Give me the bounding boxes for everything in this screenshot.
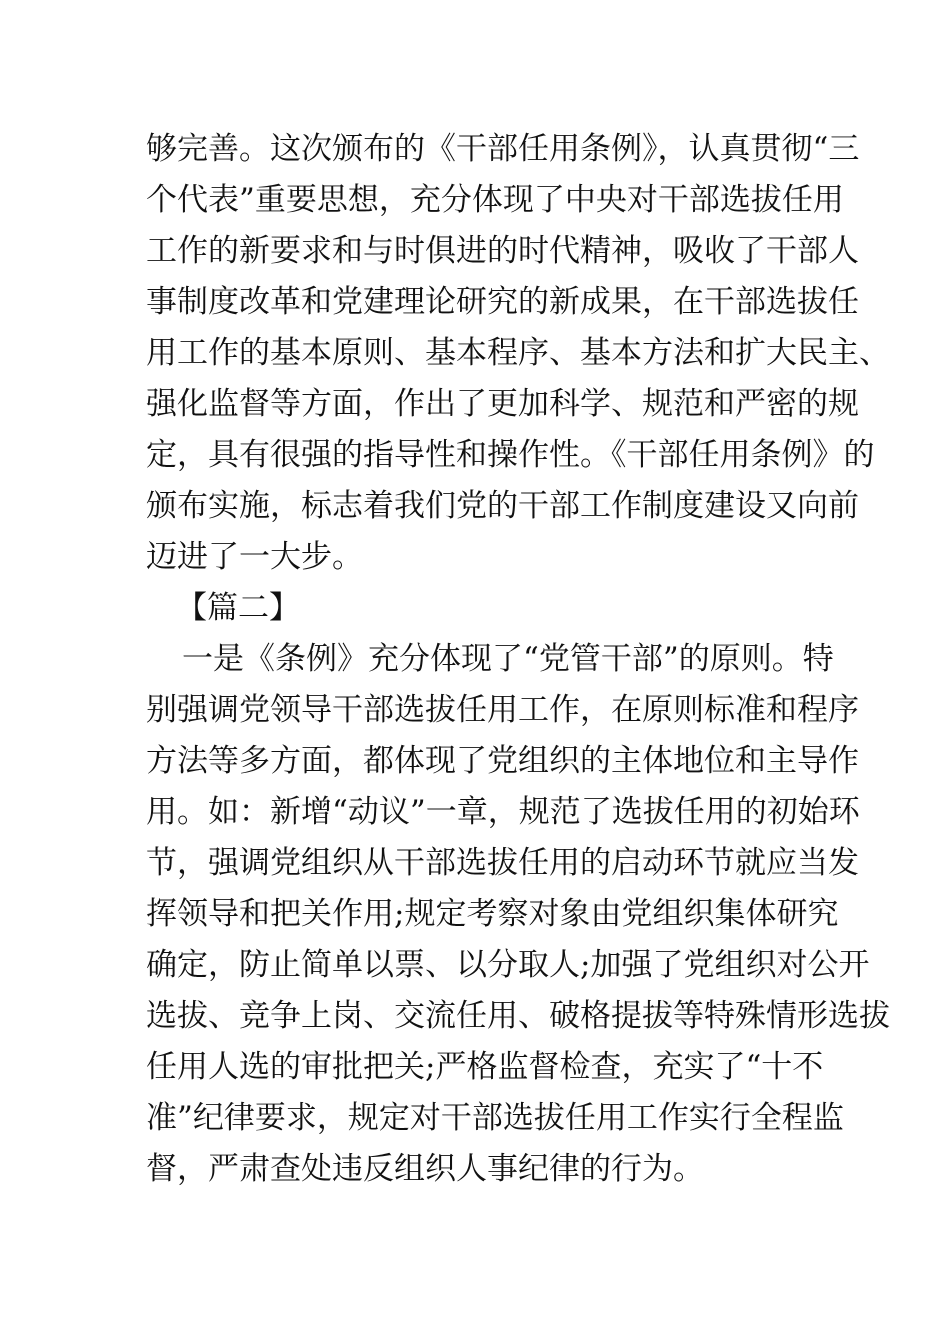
paragraph-line: 别强调党领导干部选拔任用工作，在原则标准和程序 xyxy=(146,692,859,728)
paragraph-line: 挥领导和把关作用;规定考察对象由党组织集体研究 xyxy=(146,896,839,932)
paragraph-line: 督，严肃查处违反组织人事纪律的行为。 xyxy=(146,1151,704,1187)
paragraph-line: 节，强调党组织从干部选拔任用的启动环节就应当发 xyxy=(146,845,859,881)
paragraph-line: 颁布实施，标志着我们党的干部工作制度建设又向前 xyxy=(146,488,859,524)
paragraph-line: 事制度改革和党建理论研究的新成果，在干部选拔任 xyxy=(146,284,859,320)
paragraph-line: 定，具有很强的指导性和操作性。《干部任用条例》的 xyxy=(146,437,875,473)
paragraph-line: 迈进了一大步。 xyxy=(146,539,363,575)
paragraph-line: 个代表”重要思想，充分体现了中央对干部选拔任用 xyxy=(146,182,844,218)
paragraph-line: 强化监督等方面，作出了更加科学、规范和严密的规 xyxy=(146,386,859,422)
paragraph-line: 准”纪律要求，规定对干部选拔任用工作实行全程监 xyxy=(146,1100,844,1136)
paragraph-line: 一是《条例》充分体现了“党管干部”的原则。特 xyxy=(182,641,834,677)
paragraph-line: 用。如：新增“动议”一章，规范了选拔任用的初始环 xyxy=(146,794,860,830)
paragraph-line: 确定，防止简单以票、以分取人;加强了党组织对公开 xyxy=(146,947,870,983)
paragraph-line: 任用人选的审批把关;严格监督检查，充实了“十不 xyxy=(146,1049,824,1085)
paragraph-line: 够完善。这次颁布的《干部任用条例》，认真贯彻“三 xyxy=(146,131,860,167)
paragraph-continued xyxy=(146,124,890,1195)
paragraph-line: 用工作的基本原则、基本程序、基本方法和扩大民主、 xyxy=(146,335,890,371)
paragraph-line: 方法等多方面，都体现了党组织的主体地位和主导作 xyxy=(146,743,859,779)
paragraph-line: 选拔、竞争上岗、交流任用、破格提拔等特殊情形选拔 xyxy=(146,998,890,1034)
paragraph-line: 工作的新要求和与时俱进的时代精神，吸收了干部人 xyxy=(146,233,859,269)
section-heading: 【篇二】 xyxy=(176,590,300,626)
